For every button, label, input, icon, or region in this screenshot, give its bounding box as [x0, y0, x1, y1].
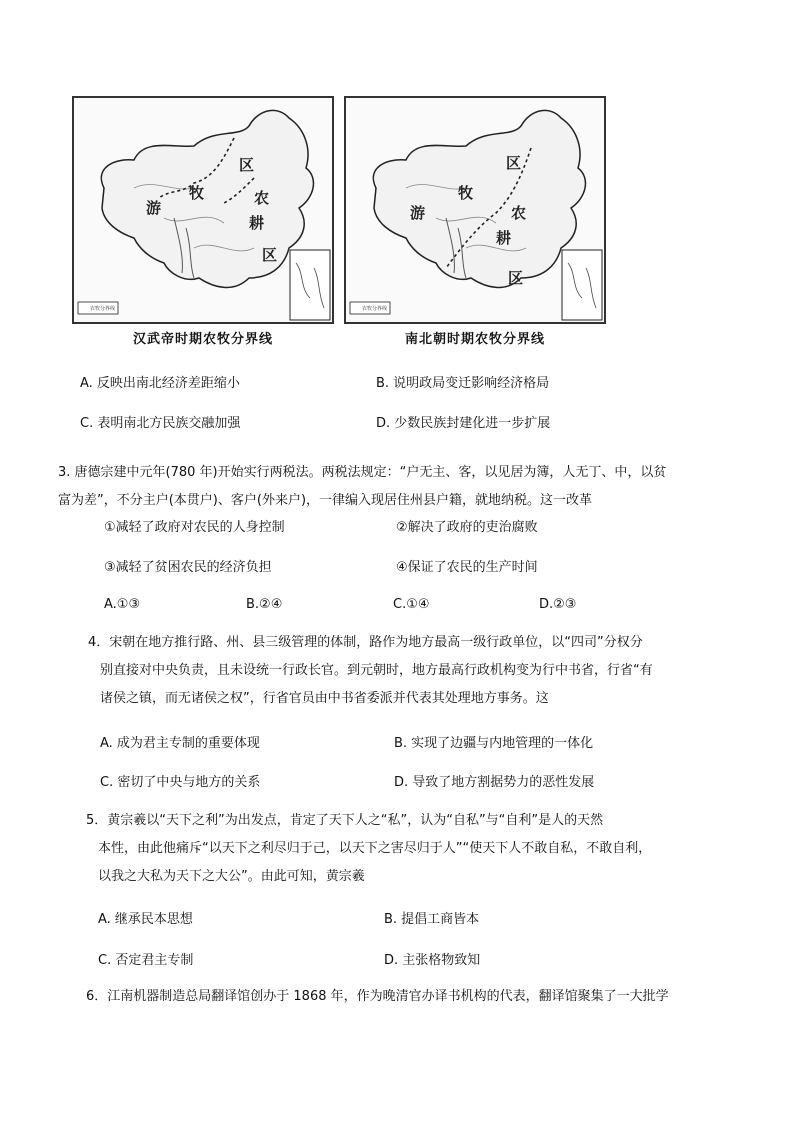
q5-option-a[interactable]: A. 继承民本思想 — [98, 912, 193, 927]
q4-option-d[interactable]: D. 导致了地方割据势力的恶性发展 — [394, 775, 595, 790]
map-nanbeichao — [344, 96, 606, 324]
china-map-nanbeichao — [346, 98, 604, 322]
q4-option-c[interactable]: C. 密切了中央与地方的关系 — [100, 775, 261, 790]
q3-option-b[interactable]: B.②④ — [246, 597, 283, 612]
q2-option-d[interactable]: D. 少数民族封建化进一步扩展 — [376, 416, 551, 431]
q2-option-b[interactable]: B. 说明政局变迁影响经济格局 — [376, 376, 550, 391]
q4-stem-line-2: 别直接对中央负责，且未设统一行政长官。到元朝时，地方最高行政机构变为行中书省，行省“有 — [100, 663, 653, 678]
map-label-nong: 农 — [254, 189, 270, 207]
map-legend-han: 农牧分界线 — [90, 306, 116, 312]
q3-stem-line-1: 3. 唐德宗建中元年(780 年)开始实行两税法。两税法规定：“户无主、客，以见居为簿，人无丁、中，以贫 — [58, 465, 667, 480]
q5-option-d[interactable]: D. 主张格物致知 — [384, 953, 481, 968]
q5-stem-line-3: 以我之大私为天下之大公”。由此可知，黄宗羲 — [98, 869, 365, 884]
map-label-nong: 农 — [511, 204, 527, 222]
map-label-geng: 耕 — [496, 229, 512, 247]
map-label-mu: 牧 — [189, 184, 205, 202]
map-han-wudi — [72, 96, 334, 324]
map-label-qu-bottom: 区 — [262, 246, 278, 264]
q3-option-c[interactable]: C.①④ — [393, 597, 430, 612]
q3-item-2: ②解决了政府的吏治腐败 — [396, 520, 538, 535]
q4-option-a[interactable]: A. 成为君主专制的重要体现 — [100, 736, 260, 751]
q5-option-c[interactable]: C. 否定君主专制 — [98, 953, 194, 968]
map-label-qu-bottom: 区 — [508, 269, 524, 287]
q2-option-a[interactable]: A. 反映出南北经济差距缩小 — [80, 376, 240, 391]
q2-option-c[interactable]: C. 表明南北方民族交融加强 — [80, 416, 241, 431]
map-label-geng: 耕 — [249, 214, 265, 232]
q6-stem-line-1: 6．江南机器制造总局翻译馆创办于 1868 年，作为晚清官办译书机构的代表，翻译馆聚集了一大批学 — [86, 989, 669, 1004]
q3-option-d[interactable]: D.②③ — [539, 597, 577, 612]
map-label-mu: 牧 — [458, 184, 474, 202]
map-caption-nanbeichao: 南北朝时期农牧分界线 — [404, 332, 545, 347]
q4-stem-line-3: 诸侯之镇，而无诸侯之权”，行省官员由中书省委派并代表其处理地方事务。这 — [100, 691, 549, 706]
q5-stem-line-1: 5．黄宗羲以“天下之利”为出发点，肯定了天下人之“私”，认为“自私”与“自利”是人的天然 — [86, 813, 604, 828]
map-label-qu-top: 区 — [239, 156, 255, 174]
map-label-you: 游 — [410, 204, 426, 222]
china-map-han — [74, 98, 332, 322]
q3-option-a[interactable]: A.①③ — [104, 597, 141, 612]
map-label-you: 游 — [146, 199, 162, 217]
q5-stem-line-2: 本性，由此他痛斥“以天下之利尽归于己，以天下之害尽归于人”“使天下人不敢自私，不敢自利， — [98, 841, 652, 856]
map-caption-han: 汉武帝时期农牧分界线 — [132, 332, 273, 347]
q3-stem-line-2: 富为差”，不分主户(本贯户)、客户(外来户)，一律编入现居住州县户籍，就地纳税。这一改革 — [58, 493, 593, 508]
map-figure — [72, 96, 632, 358]
q3-item-4: ④保证了农民的生产时间 — [396, 560, 538, 575]
q4-option-b[interactable]: B. 实现了边疆与内地管理的一体化 — [394, 736, 594, 751]
map-legend-nanbeichao: 农牧分界线 — [362, 306, 388, 312]
q3-item-1: ①减轻了政府对农民的人身控制 — [104, 520, 285, 535]
q5-option-b[interactable]: B. 提倡工商皆本 — [384, 912, 480, 927]
map-label-qu-top: 区 — [506, 154, 522, 172]
q4-stem-line-1: 4．宋朝在地方推行路、州、县三级管理的体制，路作为地方最高一级行政单位，以“四司”分权分 — [88, 635, 643, 650]
q3-item-3: ③减轻了贫困农民的经济负担 — [104, 560, 272, 575]
